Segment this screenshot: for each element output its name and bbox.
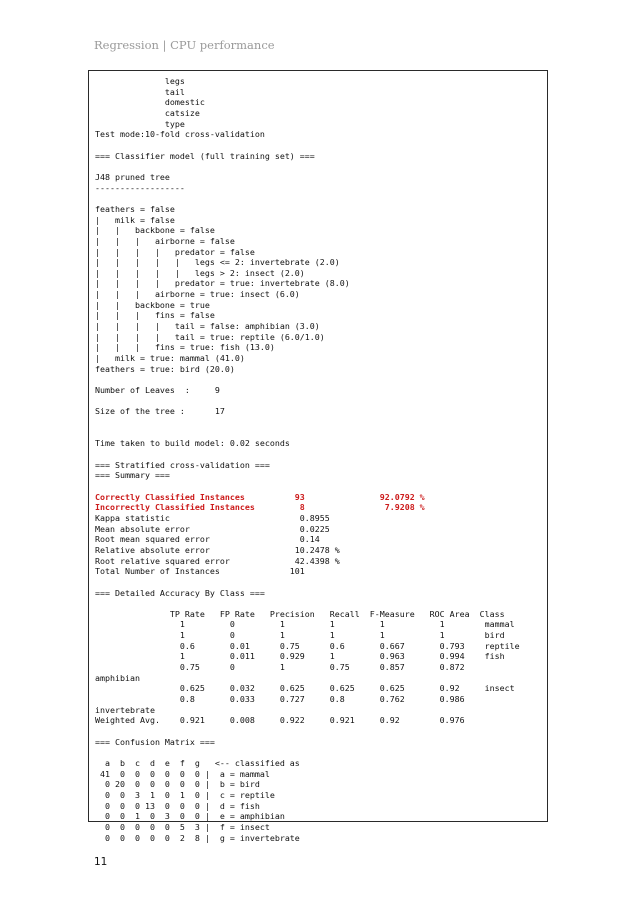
weka-output-text bbox=[95, 76, 545, 843]
output-line: 0 0 0 0 0 5 3 | f = insect bbox=[95, 821, 270, 832]
output-line: 0.625 0.032 0.625 0.625 0.625 0.92 insect bbox=[95, 683, 515, 694]
output-line: | milk = true: mammal (41.0) bbox=[95, 353, 245, 364]
output-line: 1 0 1 1 1 1 mammal bbox=[95, 619, 515, 630]
output-line: | milk = false bbox=[95, 214, 175, 225]
output-line: === Stratified cross-validation === bbox=[95, 459, 270, 470]
output-line bbox=[95, 428, 545, 439]
output-line bbox=[95, 161, 545, 172]
output-line: | | backbone = true bbox=[95, 299, 210, 310]
output-line: 0.8 0.033 0.727 0.8 0.762 0.986 bbox=[95, 694, 465, 705]
output-line: amphibian bbox=[95, 672, 140, 683]
output-line bbox=[95, 417, 545, 428]
output-line bbox=[95, 449, 545, 460]
highlighted-output-line: Incorrectly Classified Instances 8 7.9208 % bbox=[95, 502, 425, 513]
output-line: J48 pruned tree bbox=[95, 171, 170, 182]
output-line: Mean absolute error 0.0225 bbox=[95, 523, 330, 534]
output-line: 0 20 0 0 0 0 0 | b = bird bbox=[95, 779, 260, 790]
output-line: tail bbox=[95, 86, 185, 97]
output-line: Kappa statistic 0.8955 bbox=[95, 512, 330, 523]
output-line: === Classifier model (full training set) === bbox=[95, 150, 315, 161]
output-line: Number of Leaves : 9 bbox=[95, 385, 220, 396]
output-line: Weighted Avg. 0.921 0.008 0.922 0.921 0.92 0.976 bbox=[95, 715, 465, 726]
output-line: | | | | predator = false bbox=[95, 246, 255, 257]
output-line: | | | | | legs > 2: insect (2.0) bbox=[95, 267, 305, 278]
output-line bbox=[95, 481, 545, 492]
output-line: | | backbone = false bbox=[95, 225, 215, 236]
output-line: === Confusion Matrix === bbox=[95, 736, 215, 747]
output-line bbox=[95, 140, 545, 151]
output-line bbox=[95, 747, 545, 758]
output-line: 41 0 0 0 0 0 0 | a = mammal bbox=[95, 768, 270, 779]
output-line bbox=[95, 193, 545, 204]
output-line: | | | fins = true: fish (13.0) bbox=[95, 342, 275, 353]
output-line bbox=[95, 726, 545, 737]
output-line: feathers = true: bird (20.0) bbox=[95, 363, 235, 374]
output-line: Relative absolute error 10.2478 % bbox=[95, 544, 340, 555]
output-line: 0.6 0.01 0.75 0.6 0.667 0.793 reptile bbox=[95, 640, 520, 651]
output-line: Root relative squared error 42.4398 % bbox=[95, 555, 340, 566]
output-line: a b c d e f g <-- classified as bbox=[95, 758, 300, 768]
output-line: | | | | | legs <= 2: invertebrate (2.0) bbox=[95, 257, 340, 268]
output-line: Root mean squared error 0.14 bbox=[95, 534, 320, 545]
output-line: ------------------ bbox=[95, 182, 185, 193]
output-line: 0 0 3 1 0 1 0 | c = reptile bbox=[95, 789, 275, 800]
output-line bbox=[95, 577, 545, 588]
output-line: type bbox=[95, 118, 185, 129]
output-line: Total Number of Instances 101 bbox=[95, 566, 305, 577]
output-line: domestic bbox=[95, 97, 205, 108]
output-line: 1 0 1 1 1 1 bird bbox=[95, 630, 505, 641]
output-line: catsize bbox=[95, 107, 200, 118]
highlighted-output-line: Correctly Classified Instances 93 92.0792 % bbox=[95, 491, 425, 502]
output-line: Size of the tree : 17 bbox=[95, 406, 225, 417]
output-line: | | | | predator = true: invertebrate (8.0) bbox=[95, 278, 350, 289]
output-line: invertebrate bbox=[95, 704, 155, 715]
output-line: 0.75 0 1 0.75 0.857 0.872 bbox=[95, 662, 465, 673]
output-line: legs bbox=[95, 76, 185, 86]
output-line: | | | | tail = true: reptile (6.0/1.0) bbox=[95, 331, 325, 342]
output-line: feathers = false bbox=[95, 203, 175, 214]
output-line bbox=[95, 598, 545, 609]
output-line: TP Rate FP Rate Precision Recall F-Measure ROC Area Class bbox=[95, 608, 505, 619]
output-line: === Detailed Accuracy By Class === bbox=[95, 587, 265, 598]
output-line bbox=[95, 396, 545, 407]
output-line: Test mode:10-fold cross-validation bbox=[95, 129, 265, 140]
output-line bbox=[95, 374, 545, 385]
output-line: 0 0 0 0 0 2 8 | g = invertebrate bbox=[95, 832, 300, 843]
output-line: | | | fins = false bbox=[95, 310, 215, 321]
output-line: | | | airborne = false bbox=[95, 235, 235, 246]
running-header: Regression | CPU performance bbox=[94, 38, 275, 52]
page-number: 11 bbox=[94, 856, 108, 868]
output-line: === Summary === bbox=[95, 470, 170, 481]
output-line: 0 0 0 13 0 0 0 | d = fish bbox=[95, 800, 260, 811]
output-line: Time taken to build model: 0.02 seconds bbox=[95, 438, 290, 449]
output-line: 1 0.011 0.929 1 0.963 0.994 fish bbox=[95, 651, 505, 662]
output-line: | | | | tail = false: amphibian (3.0) bbox=[95, 321, 320, 332]
output-line: | | | airborne = true: insect (6.0) bbox=[95, 289, 300, 300]
output-line: 0 0 1 0 3 0 0 | e = amphibian bbox=[95, 811, 285, 822]
